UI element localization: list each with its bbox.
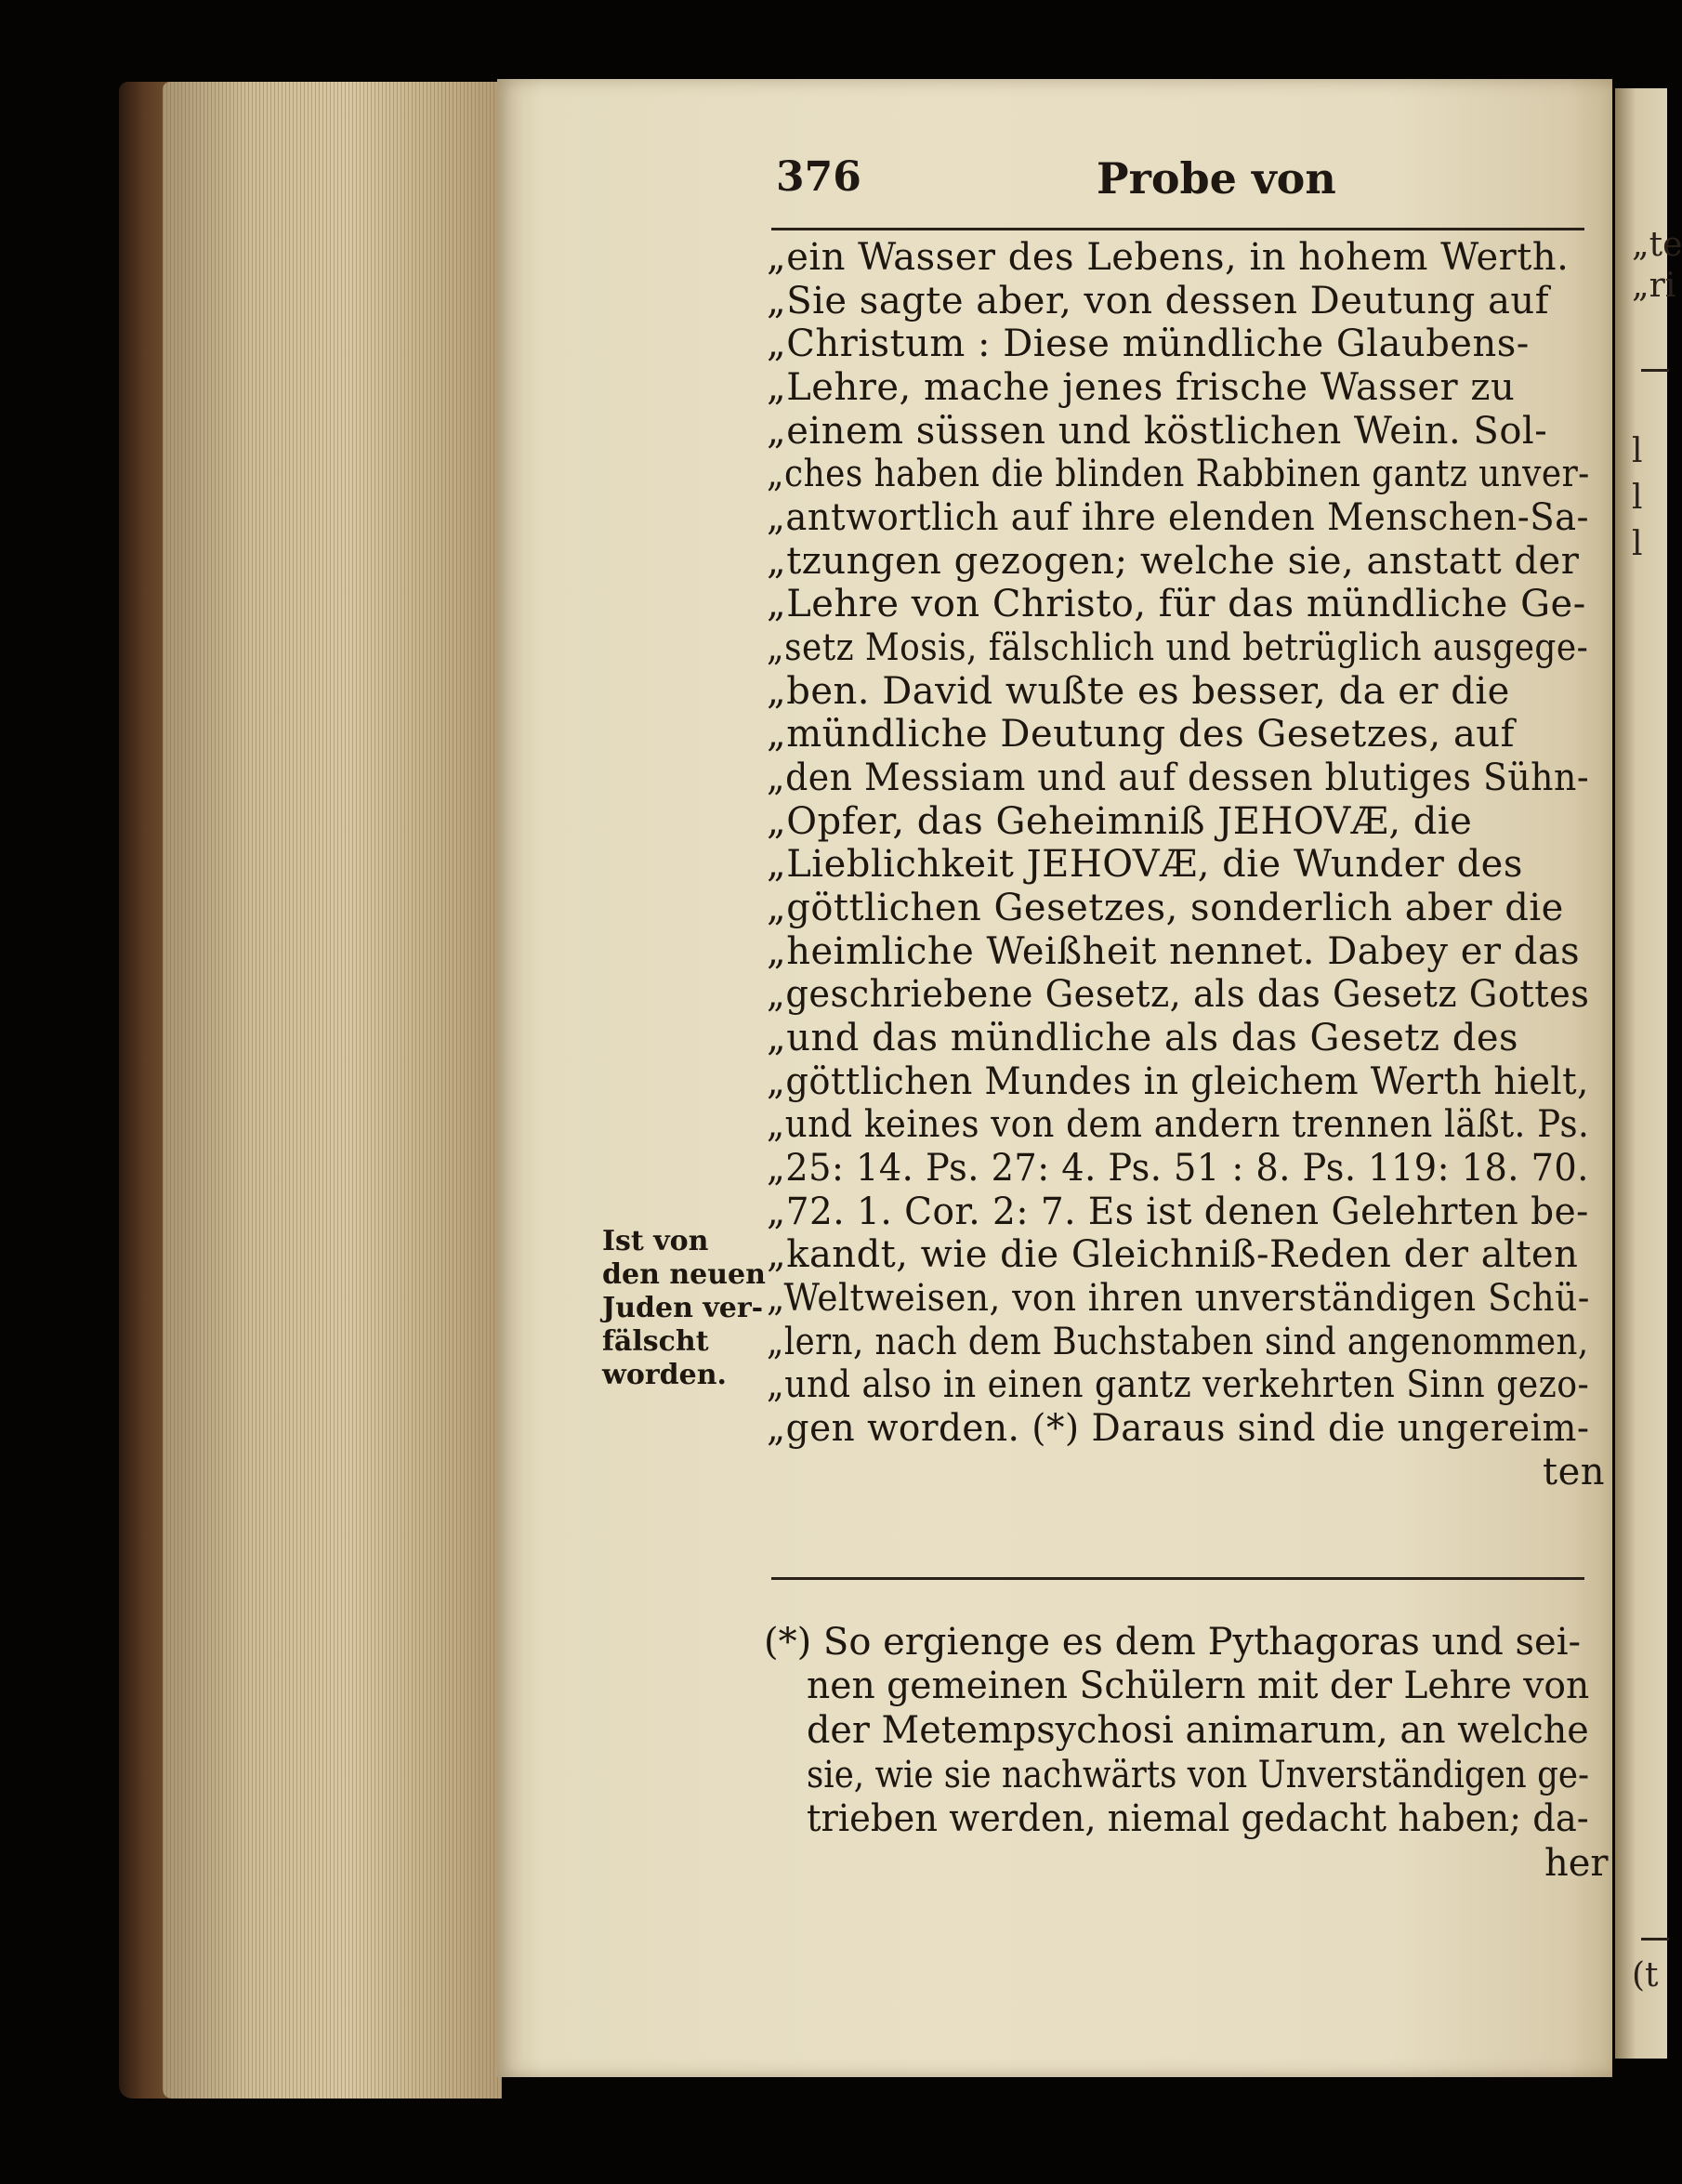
adjacent-fragment: „ri	[1632, 267, 1676, 305]
text-line: „mündliche Deutung des Gesetzes, auf	[767, 713, 1515, 756]
margin-note	[602, 1225, 765, 1392]
text-line: „ein Wasser des Lebens, in hohem Werth.	[767, 236, 1570, 279]
adjacent-fragment: „te	[1632, 226, 1682, 264]
text-line: „setz Mosis, fälschlich und betrüglich ausgege-	[767, 626, 1589, 669]
text-line: „tzungen gezogen; welche sie, anstatt der	[767, 540, 1580, 583]
text-line: „antwortlich auf ihre elenden Menschen-Sa-	[767, 496, 1590, 539]
adjacent-page-sliver	[1615, 88, 1682, 2059]
footnote-line: nen gemeinen Schülern mit der Lehre von	[807, 1664, 1590, 1707]
text-line: „heimliche Weißheit nennet. Dabey er das	[767, 930, 1581, 973]
catchword: ten	[1543, 1451, 1606, 1493]
adjacent-fragment: (t	[1632, 1956, 1659, 1994]
margin-note-line: worden.	[602, 1359, 727, 1391]
header-rule	[771, 228, 1584, 230]
text-line: „geschriebene Gesetz, als das Gesetz Gottes	[767, 973, 1590, 1016]
text-line: „und das mündliche als das Gesetz des	[767, 1017, 1519, 1059]
adjacent-fragment: l	[1632, 525, 1643, 563]
adjacent-rule	[1641, 1938, 1669, 1941]
footnote-line: sie, wie sie nachwärts von Unverständigen ge-	[807, 1754, 1590, 1796]
text-line: „Sie sagte aber, von dessen Deutung auf	[767, 280, 1549, 322]
text-line: „gen worden. (*) Daraus sind die ungereim-	[767, 1407, 1590, 1450]
text-line: „den Messiam und auf dessen blutiges Sühn-	[767, 757, 1590, 799]
footnote-separator	[771, 1577, 1584, 1580]
text-line: „Lehre von Christo, für das mündliche Ge-	[767, 583, 1586, 625]
text-line: „kandt, wie die Gleichniß-Reden der alten	[767, 1233, 1579, 1276]
page-number: 376	[776, 153, 861, 201]
page-block-edges	[163, 82, 502, 2098]
footnote-catchword: her	[1544, 1842, 1609, 1885]
text-line: „einem süssen und köstlichen Wein. Sol-	[767, 410, 1548, 453]
margin-note-line: Ist von	[602, 1225, 709, 1257]
footnote-line: der Metempsychosi animarum, an welche	[807, 1709, 1589, 1752]
text-line: „Lehre, mache jenes frische Wasser zu	[767, 366, 1516, 409]
margin-note-line: Juden ver-	[602, 1292, 764, 1324]
text-line: „Christum : Diese mündliche Glaubens-	[767, 322, 1530, 365]
text-line: „lern, nach dem Buchstaben sind angenommen,	[767, 1321, 1589, 1363]
footnote-line: (*) So ergienge es dem Pythagoras und sei-	[764, 1621, 1582, 1664]
adjacent-rule	[1641, 369, 1669, 372]
text-line: „Weltweisen, von ihren unverständigen Schü-	[767, 1277, 1590, 1320]
text-line: „und keines von dem andern trennen läßt. Ps.	[767, 1103, 1590, 1146]
text-line: „ches haben die blinden Rabbinen gantz unver-	[767, 453, 1590, 495]
text-line: „Lieblichkeit JEHOVÆ, die Wunder des	[767, 843, 1523, 886]
running-title: Probe von	[1097, 153, 1336, 204]
margin-note-line: fälscht	[602, 1325, 709, 1358]
footnote-line: trieben werden, niemal gedacht haben; da-	[807, 1797, 1589, 1840]
text-line: „und also in einen gantz verkehrten Sinn gezo-	[767, 1363, 1590, 1406]
adjacent-fragment: l	[1632, 479, 1643, 517]
text-line: „Opfer, das Geheimniß JEHOVÆ, die	[767, 800, 1473, 843]
text-line: „72. 1. Cor. 2: 7. Es ist denen Gelehrten be-	[767, 1191, 1589, 1233]
margin-note-line: den neuen	[602, 1258, 766, 1291]
text-line: „ben. David wußte es besser, da er die	[767, 670, 1510, 713]
text-line: „25: 14. Ps. 27: 4. Ps. 51 : 8. Ps. 119: 18. 70.	[767, 1147, 1589, 1190]
text-line: „göttlichen Mundes in gleichem Werth hielt,	[767, 1060, 1589, 1103]
adjacent-fragment: l	[1632, 432, 1643, 470]
text-line: „göttlichen Gesetzes, sonderlich aber die	[767, 887, 1564, 929]
